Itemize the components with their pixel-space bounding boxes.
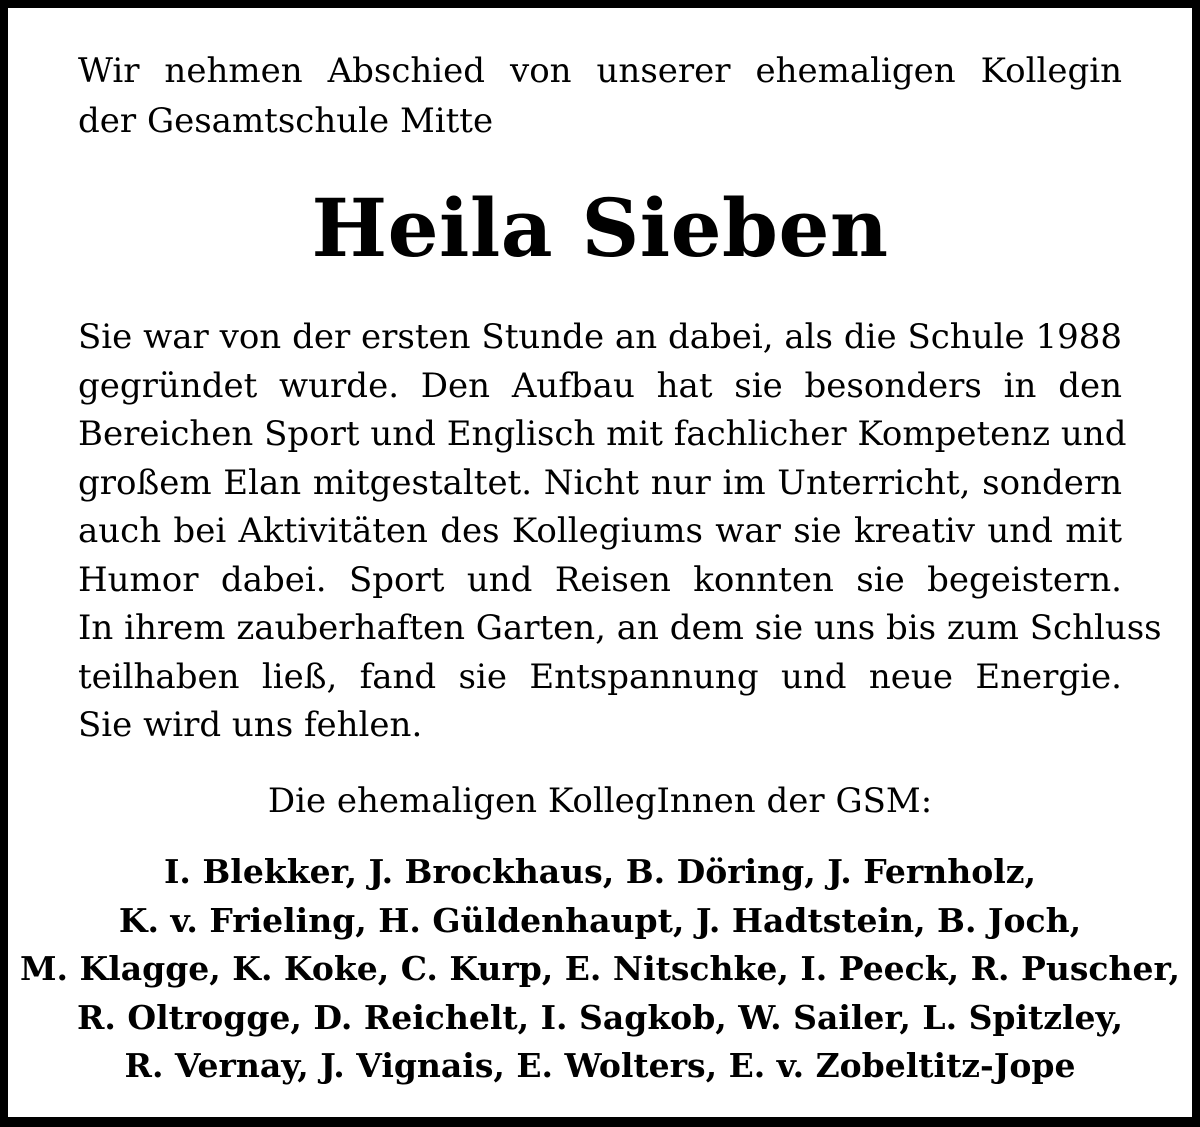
tribute-text [78, 313, 1162, 750]
intro-text [78, 46, 1122, 146]
colleague-names-line: M. Klagge, K. Koke, C. Kurp, E. Nitschke, I. Peeck, R. Puscher, [20, 949, 1180, 988]
intro-line: Wir nehmen Abschied von unserer ehemaligen Kollegin [78, 51, 1122, 91]
colleague-names-line: I. Blekker, J. Brockhaus, B. Döring, J. Fernholz, [164, 852, 1036, 891]
tribute-line: Sie war von der ersten Stunde an dabei, als die Schule 1988 [78, 317, 1122, 357]
colleague-names-line: K. v. Frieling, H. Güldenhaupt, J. Hadtstein, B. Joch, [118, 900, 1082, 940]
tribute-line: Humor dabei. Sport und Reisen konnten sie begeistern. [78, 559, 1122, 600]
tribute-line: Bereichen Sport und Englisch mit fachlicher Kompetenz und [78, 414, 1127, 454]
colleague-names-line: R. Oltrogge, D. Reichelt, I. Sagkob, W. Sailer, L. Spitzley, [76, 997, 1124, 1037]
tribute-line: großem Elan mitgestaltet. Nicht nur im Unterricht, sondern [78, 462, 1122, 503]
colleague-names [8, 848, 1192, 1091]
tribute-line: gegründet wurde. Den Aufbau hat sie besonders in den [78, 365, 1122, 406]
deceased-name: Heila Sieben [311, 181, 889, 275]
tribute-line: auch bei Aktivitäten des Kollegiums war sie kreativ und mit [78, 511, 1122, 551]
tribute-line: Sie wird uns fehlen. [78, 705, 423, 745]
tribute-line: In ihrem zauberhaften Garten, an dem sie uns bis zum Schluss [78, 608, 1162, 648]
colleague-names-line: R. Vernay, J. Vignais, E. Wolters, E. v. Zobeltitz-Jope [124, 1046, 1076, 1085]
signoff-text: Die ehemaligen KollegInnen der GSM: [267, 781, 933, 821]
intro-line: der Gesamtschule Mitte [78, 101, 494, 141]
tribute-line: teilhaben ließ, fand sie Entspannung und neue Energie. [78, 656, 1122, 697]
